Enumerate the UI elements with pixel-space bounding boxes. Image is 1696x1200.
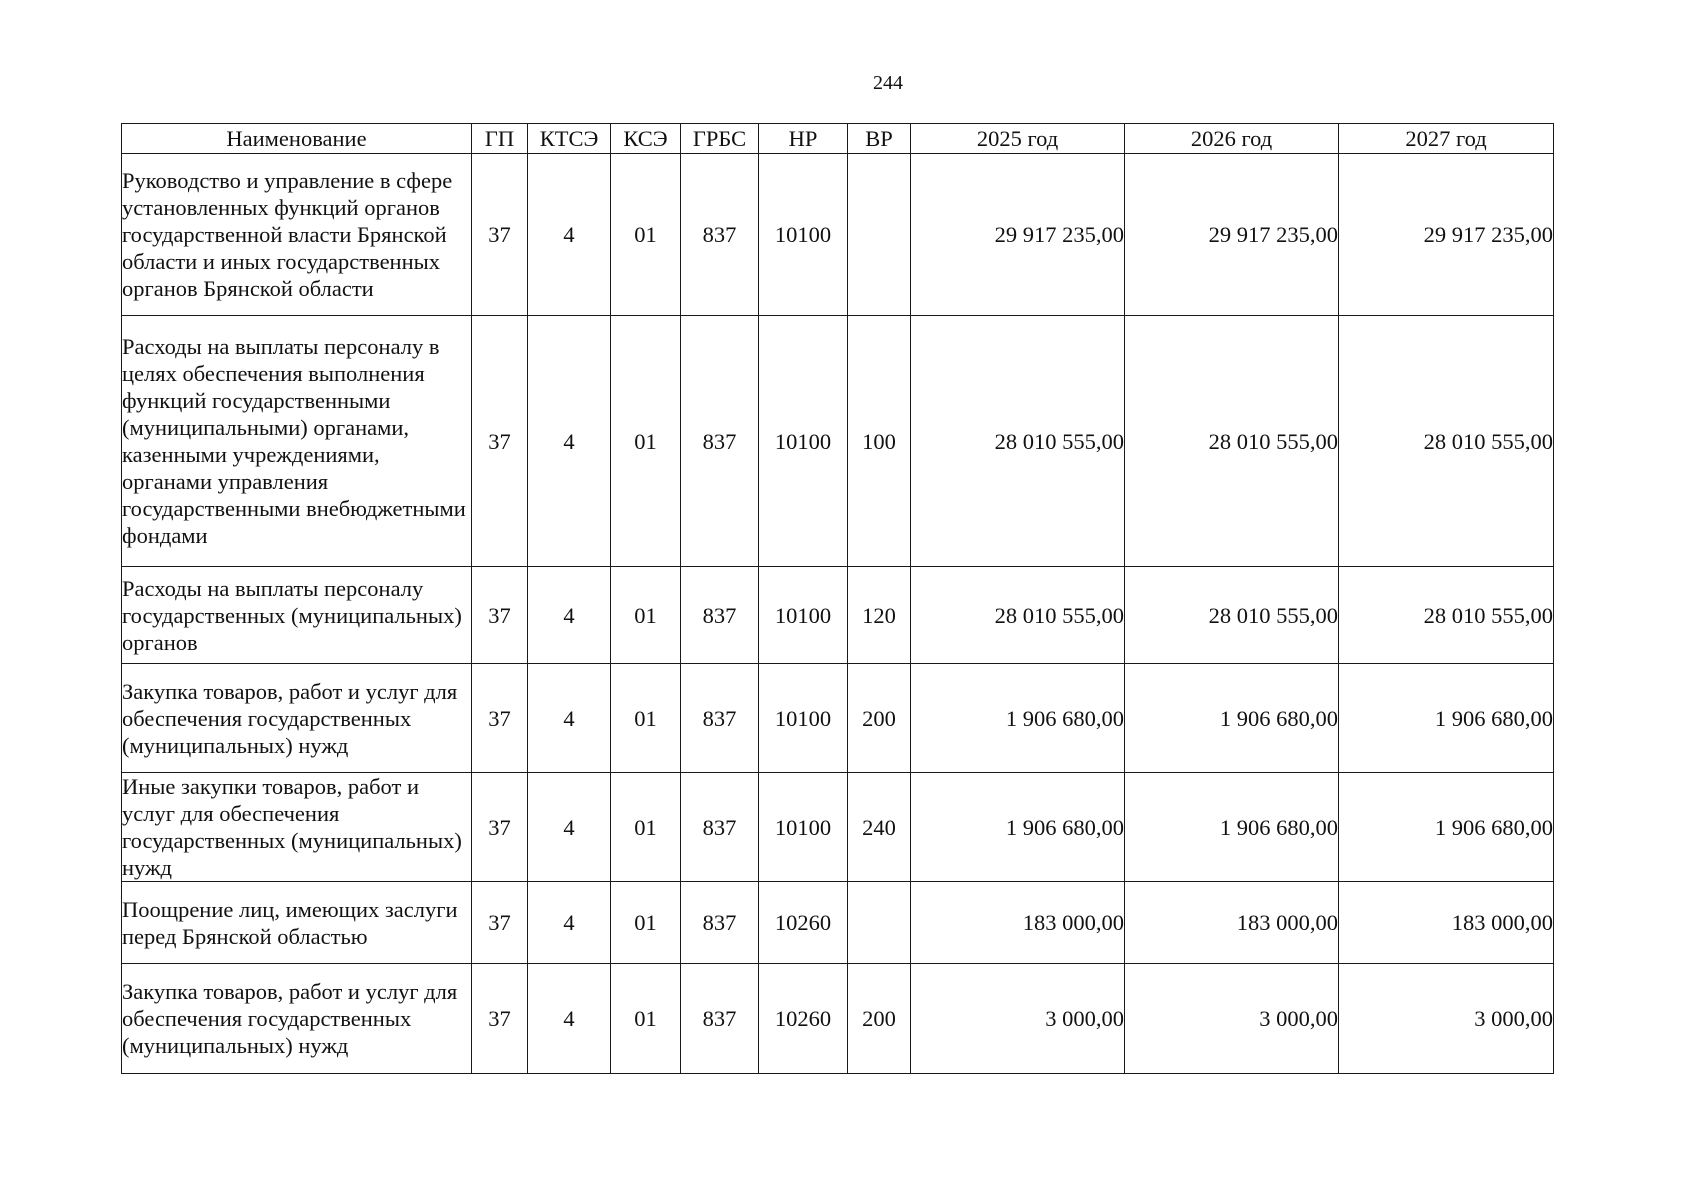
- row-kse: 01: [611, 964, 681, 1074]
- row-vr: 240: [848, 773, 911, 882]
- table-row: [122, 567, 1554, 664]
- table-row: [122, 316, 1554, 567]
- row-gp: 37: [472, 882, 528, 964]
- header-gp: ГП: [472, 124, 528, 154]
- table-row: [122, 882, 1554, 964]
- row-2026: 1 906 680,00: [1125, 664, 1339, 773]
- row-nr: 10100: [759, 316, 848, 567]
- row-2027: 29 917 235,00: [1339, 154, 1554, 316]
- row-vr: 200: [848, 964, 911, 1074]
- row-vr: 100: [848, 316, 911, 567]
- row-ktse: 4: [528, 664, 611, 773]
- row-ktse: 4: [528, 316, 611, 567]
- row-gp: 37: [472, 664, 528, 773]
- row-grbs: 837: [681, 773, 759, 882]
- row-name: Закупка товаров, работ и услуг для обеспечения государственных (муниципальных) нужд: [122, 964, 472, 1074]
- row-ktse: 4: [528, 964, 611, 1074]
- row-2026: 3 000,00: [1125, 964, 1339, 1074]
- row-kse: 01: [611, 664, 681, 773]
- header-2027: 2027 год: [1339, 124, 1554, 154]
- row-kse: 01: [611, 773, 681, 882]
- row-nr: 10100: [759, 567, 848, 664]
- row-grbs: 837: [681, 316, 759, 567]
- page-number: 244: [873, 72, 903, 94]
- row-2025: 1 906 680,00: [911, 773, 1125, 882]
- header-2025: 2025 год: [911, 124, 1125, 154]
- row-grbs: 837: [681, 664, 759, 773]
- table-row: [122, 664, 1554, 773]
- row-name: Расходы на выплаты персоналу в целях обеспечения выполнения функций государственными (муниципальными) органами, казенными учреждениями, органами управления государственными внебюджетными фондами: [122, 316, 472, 567]
- row-grbs: 837: [681, 567, 759, 664]
- header-2026: 2026 год: [1125, 124, 1339, 154]
- row-kse: 01: [611, 882, 681, 964]
- header-row: [122, 124, 1554, 154]
- row-2027: 3 000,00: [1339, 964, 1554, 1074]
- row-gp: 37: [472, 154, 528, 316]
- header-ktse: КТСЭ: [528, 124, 611, 154]
- row-2025: 1 906 680,00: [911, 664, 1125, 773]
- row-grbs: 837: [681, 964, 759, 1074]
- row-vr: [848, 882, 911, 964]
- row-nr: 10100: [759, 154, 848, 316]
- row-kse: 01: [611, 316, 681, 567]
- row-name: Закупка товаров, работ и услуг для обеспечения государственных (муниципальных) нужд: [122, 664, 472, 773]
- row-ktse: 4: [528, 882, 611, 964]
- header-vr: ВР: [848, 124, 911, 154]
- row-grbs: 837: [681, 154, 759, 316]
- table-row: [122, 964, 1554, 1074]
- row-2025: 29 917 235,00: [911, 154, 1125, 316]
- row-gp: 37: [472, 773, 528, 882]
- row-2025: 3 000,00: [911, 964, 1125, 1074]
- header-kse: КСЭ: [611, 124, 681, 154]
- row-2025: 183 000,00: [911, 882, 1125, 964]
- row-vr: [848, 154, 911, 316]
- row-name: Расходы на выплаты персоналу государственных (муниципальных) органов: [122, 567, 472, 664]
- row-gp: 37: [472, 964, 528, 1074]
- row-nr: 10260: [759, 882, 848, 964]
- row-2027: 1 906 680,00: [1339, 664, 1554, 773]
- row-nr: 10260: [759, 964, 848, 1074]
- table-row: [122, 773, 1554, 882]
- row-2025: 28 010 555,00: [911, 316, 1125, 567]
- row-2027: 28 010 555,00: [1339, 316, 1554, 567]
- row-vr: 200: [848, 664, 911, 773]
- row-gp: 37: [472, 567, 528, 664]
- row-2026: 183 000,00: [1125, 882, 1339, 964]
- header-name: Наименование: [122, 124, 472, 154]
- row-kse: 01: [611, 154, 681, 316]
- row-ktse: 4: [528, 154, 611, 316]
- row-name: Руководство и управление в сфере установленных функций органов государственной власти Брянской области и иных государственных органов Брянской области: [122, 154, 472, 316]
- row-2027: 28 010 555,00: [1339, 567, 1554, 664]
- row-vr: 120: [848, 567, 911, 664]
- row-2026: 28 010 555,00: [1125, 316, 1339, 567]
- row-2026: 28 010 555,00: [1125, 567, 1339, 664]
- row-2027: 1 906 680,00: [1339, 773, 1554, 882]
- row-ktse: 4: [528, 773, 611, 882]
- row-kse: 01: [611, 567, 681, 664]
- row-2025: 28 010 555,00: [911, 567, 1125, 664]
- row-nr: 10100: [759, 664, 848, 773]
- row-2026: 29 917 235,00: [1125, 154, 1339, 316]
- header-nr: НР: [759, 124, 848, 154]
- row-nr: 10100: [759, 773, 848, 882]
- row-name: Иные закупки товаров, работ и услуг для обеспечения государственных (муниципальных) нужд: [122, 773, 472, 882]
- row-gp: 37: [472, 316, 528, 567]
- row-2027: 183 000,00: [1339, 882, 1554, 964]
- budget-table: [121, 123, 1554, 1074]
- row-grbs: 837: [681, 882, 759, 964]
- row-ktse: 4: [528, 567, 611, 664]
- row-2026: 1 906 680,00: [1125, 773, 1339, 882]
- row-name: Поощрение лиц, имеющих заслуги перед Брянской областью: [122, 882, 472, 964]
- table-row: [122, 154, 1554, 316]
- header-grbs: ГРБС: [681, 124, 759, 154]
